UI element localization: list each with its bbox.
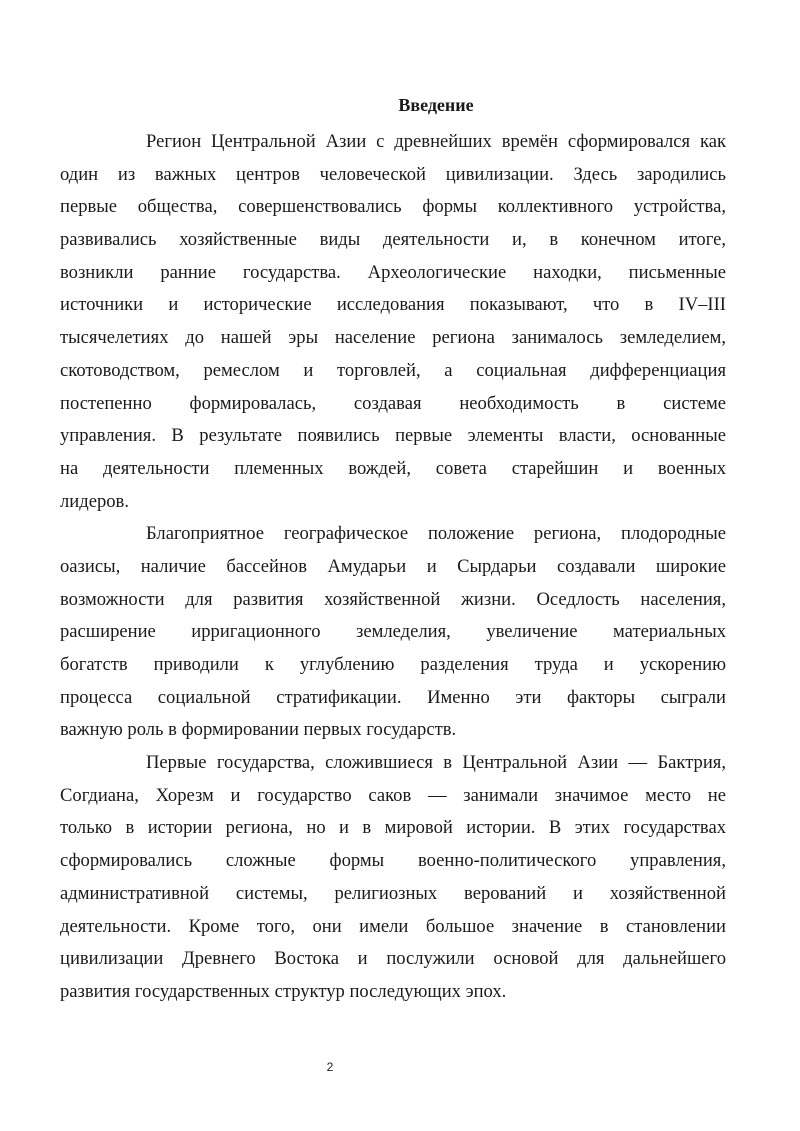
text-line: скотоводством, ремеслом и торговлей, а социальная дифференциация <box>60 359 726 381</box>
text-line: процесса социальной стратификации. Именно эти факторы сыграли <box>60 686 726 708</box>
text-line: возникли ранние государства. Археологические находки, письменные <box>60 261 726 283</box>
text-line: административной системы, религиозных верований и хозяйственной <box>60 882 726 904</box>
text-line: источники и исторические исследования показывают, что в IV–III <box>60 294 726 316</box>
text-line: Первые государства, сложившиеся в Центральной Азии — Бактрия, <box>146 752 726 774</box>
paragraph-3 <box>60 747 726 1009</box>
text-line: первые общества, совершенствовались формы коллективного устройства, <box>60 196 726 218</box>
text-line: возможности для развития хозяйственной жизни. Оседлость населения, <box>60 588 726 610</box>
page-number: 2 <box>326 1060 334 1074</box>
text-line: Благоприятное географическое положение региона, плодородные <box>146 523 726 545</box>
paragraph-2 <box>60 518 726 747</box>
paragraph-1 <box>60 126 726 518</box>
text-line: сформировались сложные формы военно-политического управления, <box>60 850 726 872</box>
text-line: на деятельности племенных вождей, совета старейшин и военных <box>60 457 726 479</box>
text-line: один из важных центров человеческой цивилизации. Здесь зародились <box>60 163 726 185</box>
text-line: важную роль в формировании первых государств. <box>60 719 457 741</box>
text-line: Регион Центральной Азии с древнейших времён сформировался как <box>146 131 726 152</box>
text-line: только в истории региона, но и в мировой истории. В этих государствах <box>60 817 726 839</box>
text-line: лидеров. <box>60 490 129 512</box>
text-line: управления. В результате появились первые элементы власти, основанные <box>60 425 726 447</box>
text-line: тысячелетиях до нашей эры население региона занималось земледелием, <box>60 327 726 349</box>
text-line: оазисы, наличие бассейнов Амударьи и Сырдарьи создавали широкие <box>60 555 726 577</box>
text-line: богатств приводили к углублению разделения труда и ускорению <box>60 654 726 675</box>
section-title: Введение <box>398 95 474 115</box>
text-line: развития государственных структур последующих эпох. <box>60 980 507 1002</box>
text-line: цивилизации Древнего Востока и послужили основой для дальнейшего <box>60 948 726 970</box>
text-line: постепенно формировалась, создавая необходимость в системе <box>60 392 726 414</box>
document-body <box>60 92 726 1009</box>
text-line: деятельности. Кроме того, они имели большое значение в становлении <box>60 915 726 937</box>
text-line: расширение ирригационного земледелия, увеличение материальных <box>60 621 726 643</box>
text-line: Согдиана, Хорезм и государство саков — занимали значимое место не <box>60 784 726 806</box>
text-line: развивались хозяйственные виды деятельности и, в конечном итоге, <box>60 229 726 251</box>
